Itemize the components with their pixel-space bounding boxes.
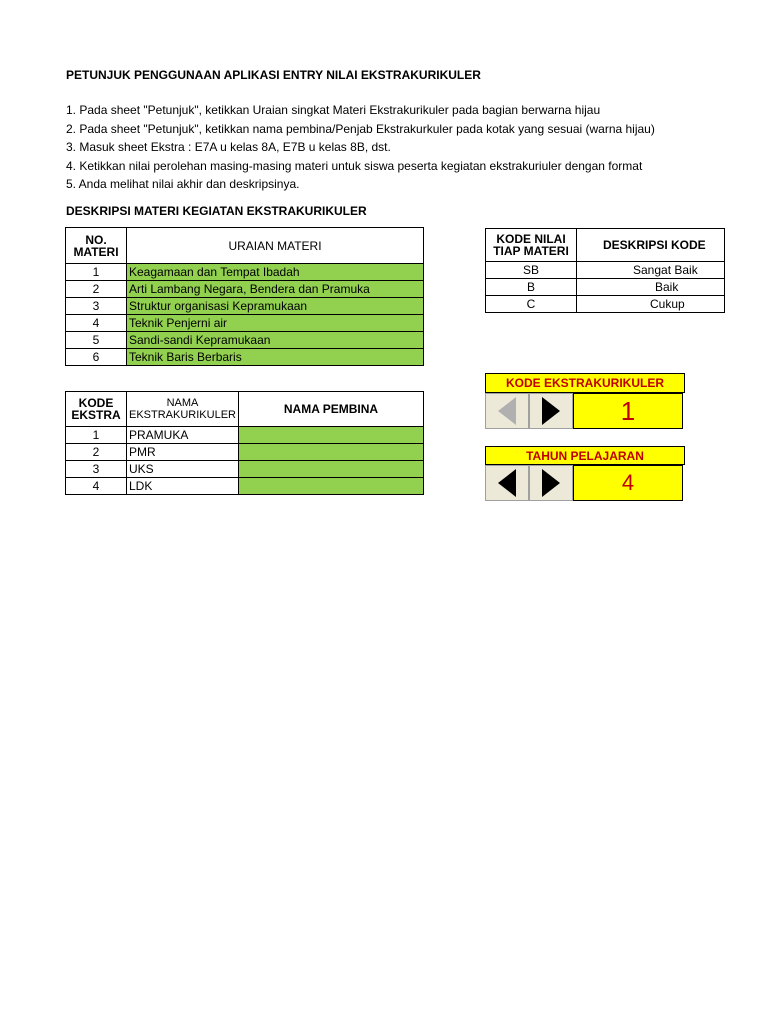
table-row bbox=[66, 461, 424, 478]
ekstra-nama: UKS bbox=[127, 461, 239, 478]
ekstra-kode: 2 bbox=[66, 444, 127, 461]
table-row bbox=[66, 332, 424, 349]
pembina-cell[interactable] bbox=[238, 461, 423, 478]
materi-uraian-cell[interactable]: Teknik Penjerni air bbox=[127, 315, 424, 332]
header-deskripsi-kode: DESKRIPSI KODE bbox=[577, 229, 725, 262]
table-row bbox=[66, 264, 424, 281]
table-header-row bbox=[66, 392, 424, 427]
section-title: DESKRIPSI MATERI KEGIATAN EKSTRAKURIKULER bbox=[66, 204, 367, 218]
ekstra-nama: PRAMUKA bbox=[127, 427, 239, 444]
kode-ekstra-next-button[interactable] bbox=[529, 393, 573, 429]
instruction-1: 1. Pada sheet "Petunjuk", ketikkan Uraian singkat Materi Ekstrakurikuler pada bagian berwarna hijau bbox=[66, 103, 601, 117]
materi-no: 6 bbox=[66, 349, 127, 366]
nilai-kode: C bbox=[486, 296, 577, 313]
table-row bbox=[66, 281, 424, 298]
materi-uraian-cell[interactable]: Keagamaan dan Tempat Ibadah bbox=[127, 264, 424, 281]
ekstra-nama: PMR bbox=[127, 444, 239, 461]
header-nama-ekstra: NAMA EKSTRAKURIKULER bbox=[127, 392, 239, 427]
ekstra-kode: 1 bbox=[66, 427, 127, 444]
table-row bbox=[66, 298, 424, 315]
instruction-2: 2. Pada sheet "Petunjuk", ketikkan nama pembina/Penjab Ekstrakurkuler pada kotak yang sesuai (warna hijau) bbox=[66, 122, 655, 136]
table-header-row bbox=[66, 228, 424, 264]
nilai-deskripsi: Cukup bbox=[577, 296, 725, 313]
kode-ekstra-prev-button[interactable] bbox=[485, 393, 529, 429]
materi-no: 5 bbox=[66, 332, 127, 349]
table-row bbox=[486, 262, 725, 279]
materi-no: 4 bbox=[66, 315, 127, 332]
table-row bbox=[66, 478, 424, 495]
instruction-3: 3. Masuk sheet Ekstra : E7A u kelas 8A, E7B u kelas 8B, dst. bbox=[66, 140, 391, 154]
nilai-deskripsi: Baik bbox=[577, 279, 725, 296]
table-row bbox=[486, 296, 725, 313]
table-row bbox=[66, 427, 424, 444]
ekstra-kode: 4 bbox=[66, 478, 127, 495]
ekstra-kode: 3 bbox=[66, 461, 127, 478]
header-kode-ekstra: KODE EKSTRA bbox=[66, 392, 127, 427]
arrow-right-icon bbox=[530, 466, 572, 500]
header-uraian-materi: URAIAN MATERI bbox=[127, 228, 424, 264]
tahun-next-button[interactable] bbox=[529, 465, 573, 501]
ekstra-table bbox=[65, 391, 424, 495]
header-no-materi: NO. MATERI bbox=[66, 228, 127, 264]
arrow-left-icon bbox=[486, 394, 528, 428]
arrow-right-icon bbox=[530, 394, 572, 428]
table-header-row bbox=[486, 229, 725, 262]
materi-uraian-cell[interactable]: Struktur organisasi Kepramukaan bbox=[127, 298, 424, 315]
materi-no: 3 bbox=[66, 298, 127, 315]
tahun-prev-button[interactable] bbox=[485, 465, 529, 501]
table-row bbox=[66, 315, 424, 332]
table-row bbox=[66, 444, 424, 461]
header-nama-pembina: NAMA PEMBINA bbox=[238, 392, 423, 427]
materi-uraian-cell[interactable]: Teknik Baris Berbaris bbox=[127, 349, 424, 366]
kode-ekstra-value: 1 bbox=[573, 393, 683, 429]
nilai-kode: SB bbox=[486, 262, 577, 279]
arrow-left-icon bbox=[486, 466, 528, 500]
pembina-cell[interactable] bbox=[238, 444, 423, 461]
nilai-kode: B bbox=[486, 279, 577, 296]
kode-nilai-table bbox=[485, 228, 725, 313]
materi-table bbox=[65, 227, 424, 366]
ekstra-nama: LDK bbox=[127, 478, 239, 495]
materi-uraian-cell[interactable]: Sandi-sandi Kepramukaan bbox=[127, 332, 424, 349]
pembina-cell[interactable] bbox=[238, 427, 423, 444]
kode-ekstra-label: KODE EKSTRAKURIKULER bbox=[485, 373, 685, 393]
materi-no: 1 bbox=[66, 264, 127, 281]
pembina-cell[interactable] bbox=[238, 478, 423, 495]
header-kode-nilai: KODE NILAI TIAP MATERI bbox=[486, 229, 577, 262]
table-row bbox=[486, 279, 725, 296]
nilai-deskripsi: Sangat Baik bbox=[577, 262, 725, 279]
tahun-pelajaran-value: 4 bbox=[573, 465, 683, 501]
instruction-5: 5. Anda melihat nilai akhir dan deskripsinya. bbox=[66, 177, 300, 191]
table-row bbox=[66, 349, 424, 366]
page-title: PETUNJUK PENGGUNAAN APLIKASI ENTRY NILAI EKSTRAKURIKULER bbox=[66, 68, 481, 82]
materi-uraian-cell[interactable]: Arti Lambang Negara, Bendera dan Pramuka bbox=[127, 281, 424, 298]
materi-no: 2 bbox=[66, 281, 127, 298]
instruction-4: 4. Ketikkan nilai perolehan masing-masing materi untuk siswa peserta kegiatan ekstrakuriuler dengan format bbox=[66, 159, 643, 173]
tahun-pelajaran-label: TAHUN PELAJARAN bbox=[485, 446, 685, 465]
